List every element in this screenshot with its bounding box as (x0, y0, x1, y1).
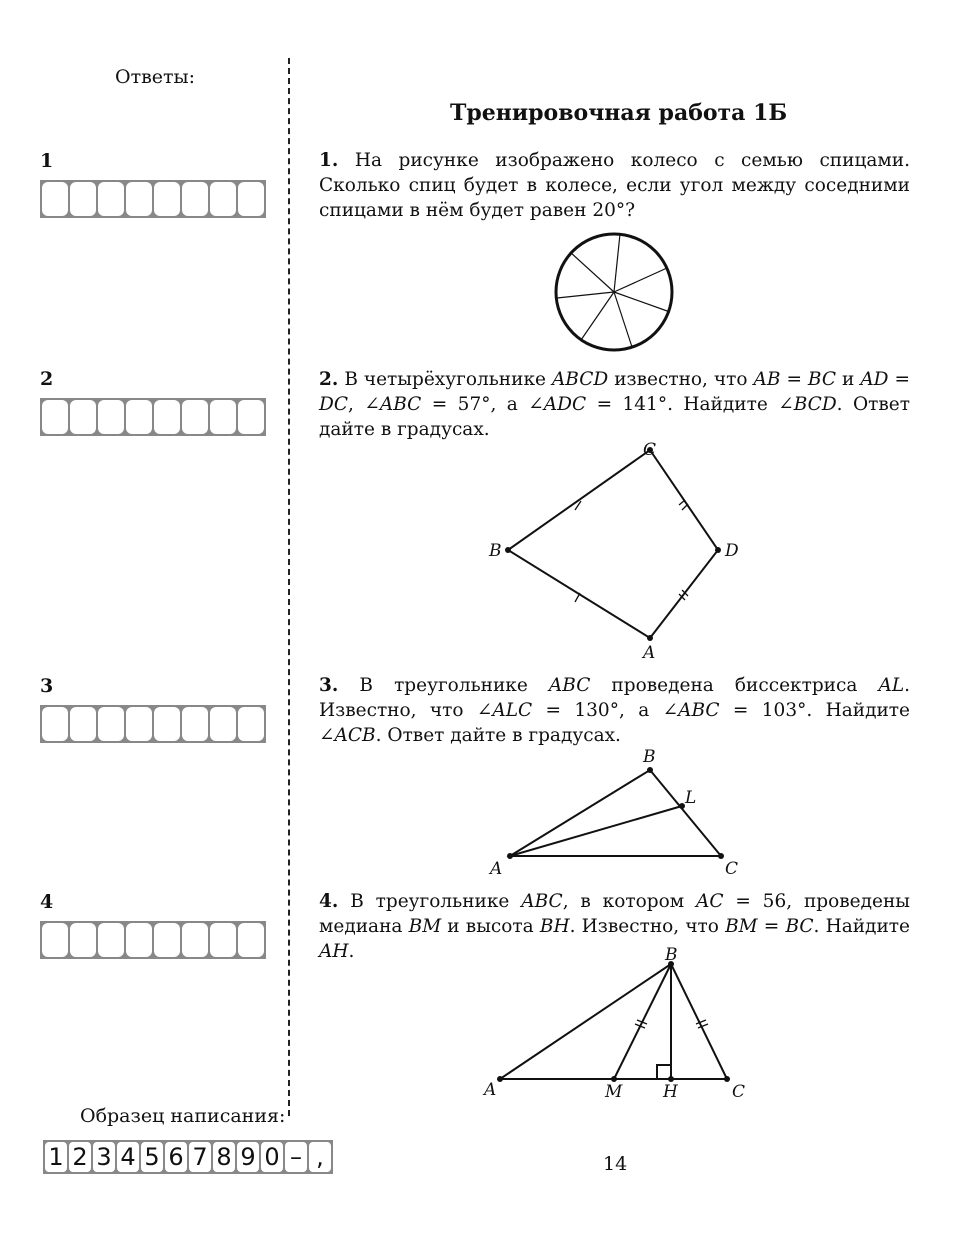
svg-text:C: C (643, 440, 657, 460)
svg-text:L: L (685, 788, 697, 808)
task-1 (319, 148, 910, 223)
task-4: 4. В треугольнике ABC, в котором AC = 56, проведены медиана BM и высота BH. Известно, что BM = BC. Найдите AH. (319, 891, 911, 962)
sample-digits: 1 2 3 4 5 6 7 8 9 0 – , (43, 1140, 333, 1174)
column-divider (288, 58, 290, 1116)
svg-text:H: H (663, 1082, 678, 1102)
task-text: На рисунке изображено колесо с семью спицами. Сколько спиц будет в колесе, если угол между соседними спицами в нём будет равен 20°? (319, 150, 910, 221)
svg-text:C: C (732, 1082, 746, 1102)
answer-boxes-2[interactable] (40, 398, 266, 436)
answer-number-1: 1 (40, 150, 54, 172)
answers-label: Ответы: (115, 66, 196, 88)
svg-text:B: B (665, 945, 678, 965)
page-number: 14 (603, 1153, 628, 1175)
svg-text:B: B (489, 541, 502, 561)
svg-text:D: D (725, 541, 739, 561)
task-number: 4. (319, 891, 339, 912)
svg-text:M: M (605, 1082, 623, 1102)
answer-number-3: 3 (40, 675, 54, 697)
quadrilateral-figure (480, 438, 750, 666)
answer-boxes-1[interactable] (40, 180, 266, 218)
task-number: 3. (319, 675, 339, 696)
svg-text:B: B (643, 747, 656, 767)
answer-boxes-4[interactable] (40, 921, 266, 959)
task-2: 2. В четырёхугольнике ABCD известно, что AB = BC и AD = DC, ∠ABC = 57°, а ∠ADC = 141°. Найдите ∠BCD. Ответ дайте в градусах. (319, 369, 910, 440)
svg-text:A: A (484, 1080, 497, 1100)
wheel-figure (550, 228, 680, 356)
triangle-bisector-figure (485, 745, 755, 880)
triangle-median-height-figure (475, 945, 765, 1105)
svg-text:A: A (643, 643, 656, 663)
page-title: Тренировочная работа 1Б (450, 100, 788, 126)
task-number: 2. (319, 369, 339, 390)
sample-label: Образец написания: (80, 1105, 286, 1127)
answer-boxes-3[interactable] (40, 705, 266, 743)
answer-number-4: 4 (40, 891, 54, 913)
task-number: 1. (319, 150, 339, 171)
task-3: 3. В треугольнике ABC проведена биссектриса AL. Известно, что ∠ALC = 130°, а ∠ABC = 103°. Найдите ∠ACB. Ответ дайте в градусах. (319, 675, 910, 746)
svg-text:A: A (490, 859, 503, 879)
answer-number-2: 2 (40, 368, 54, 390)
svg-text:C: C (725, 859, 739, 879)
